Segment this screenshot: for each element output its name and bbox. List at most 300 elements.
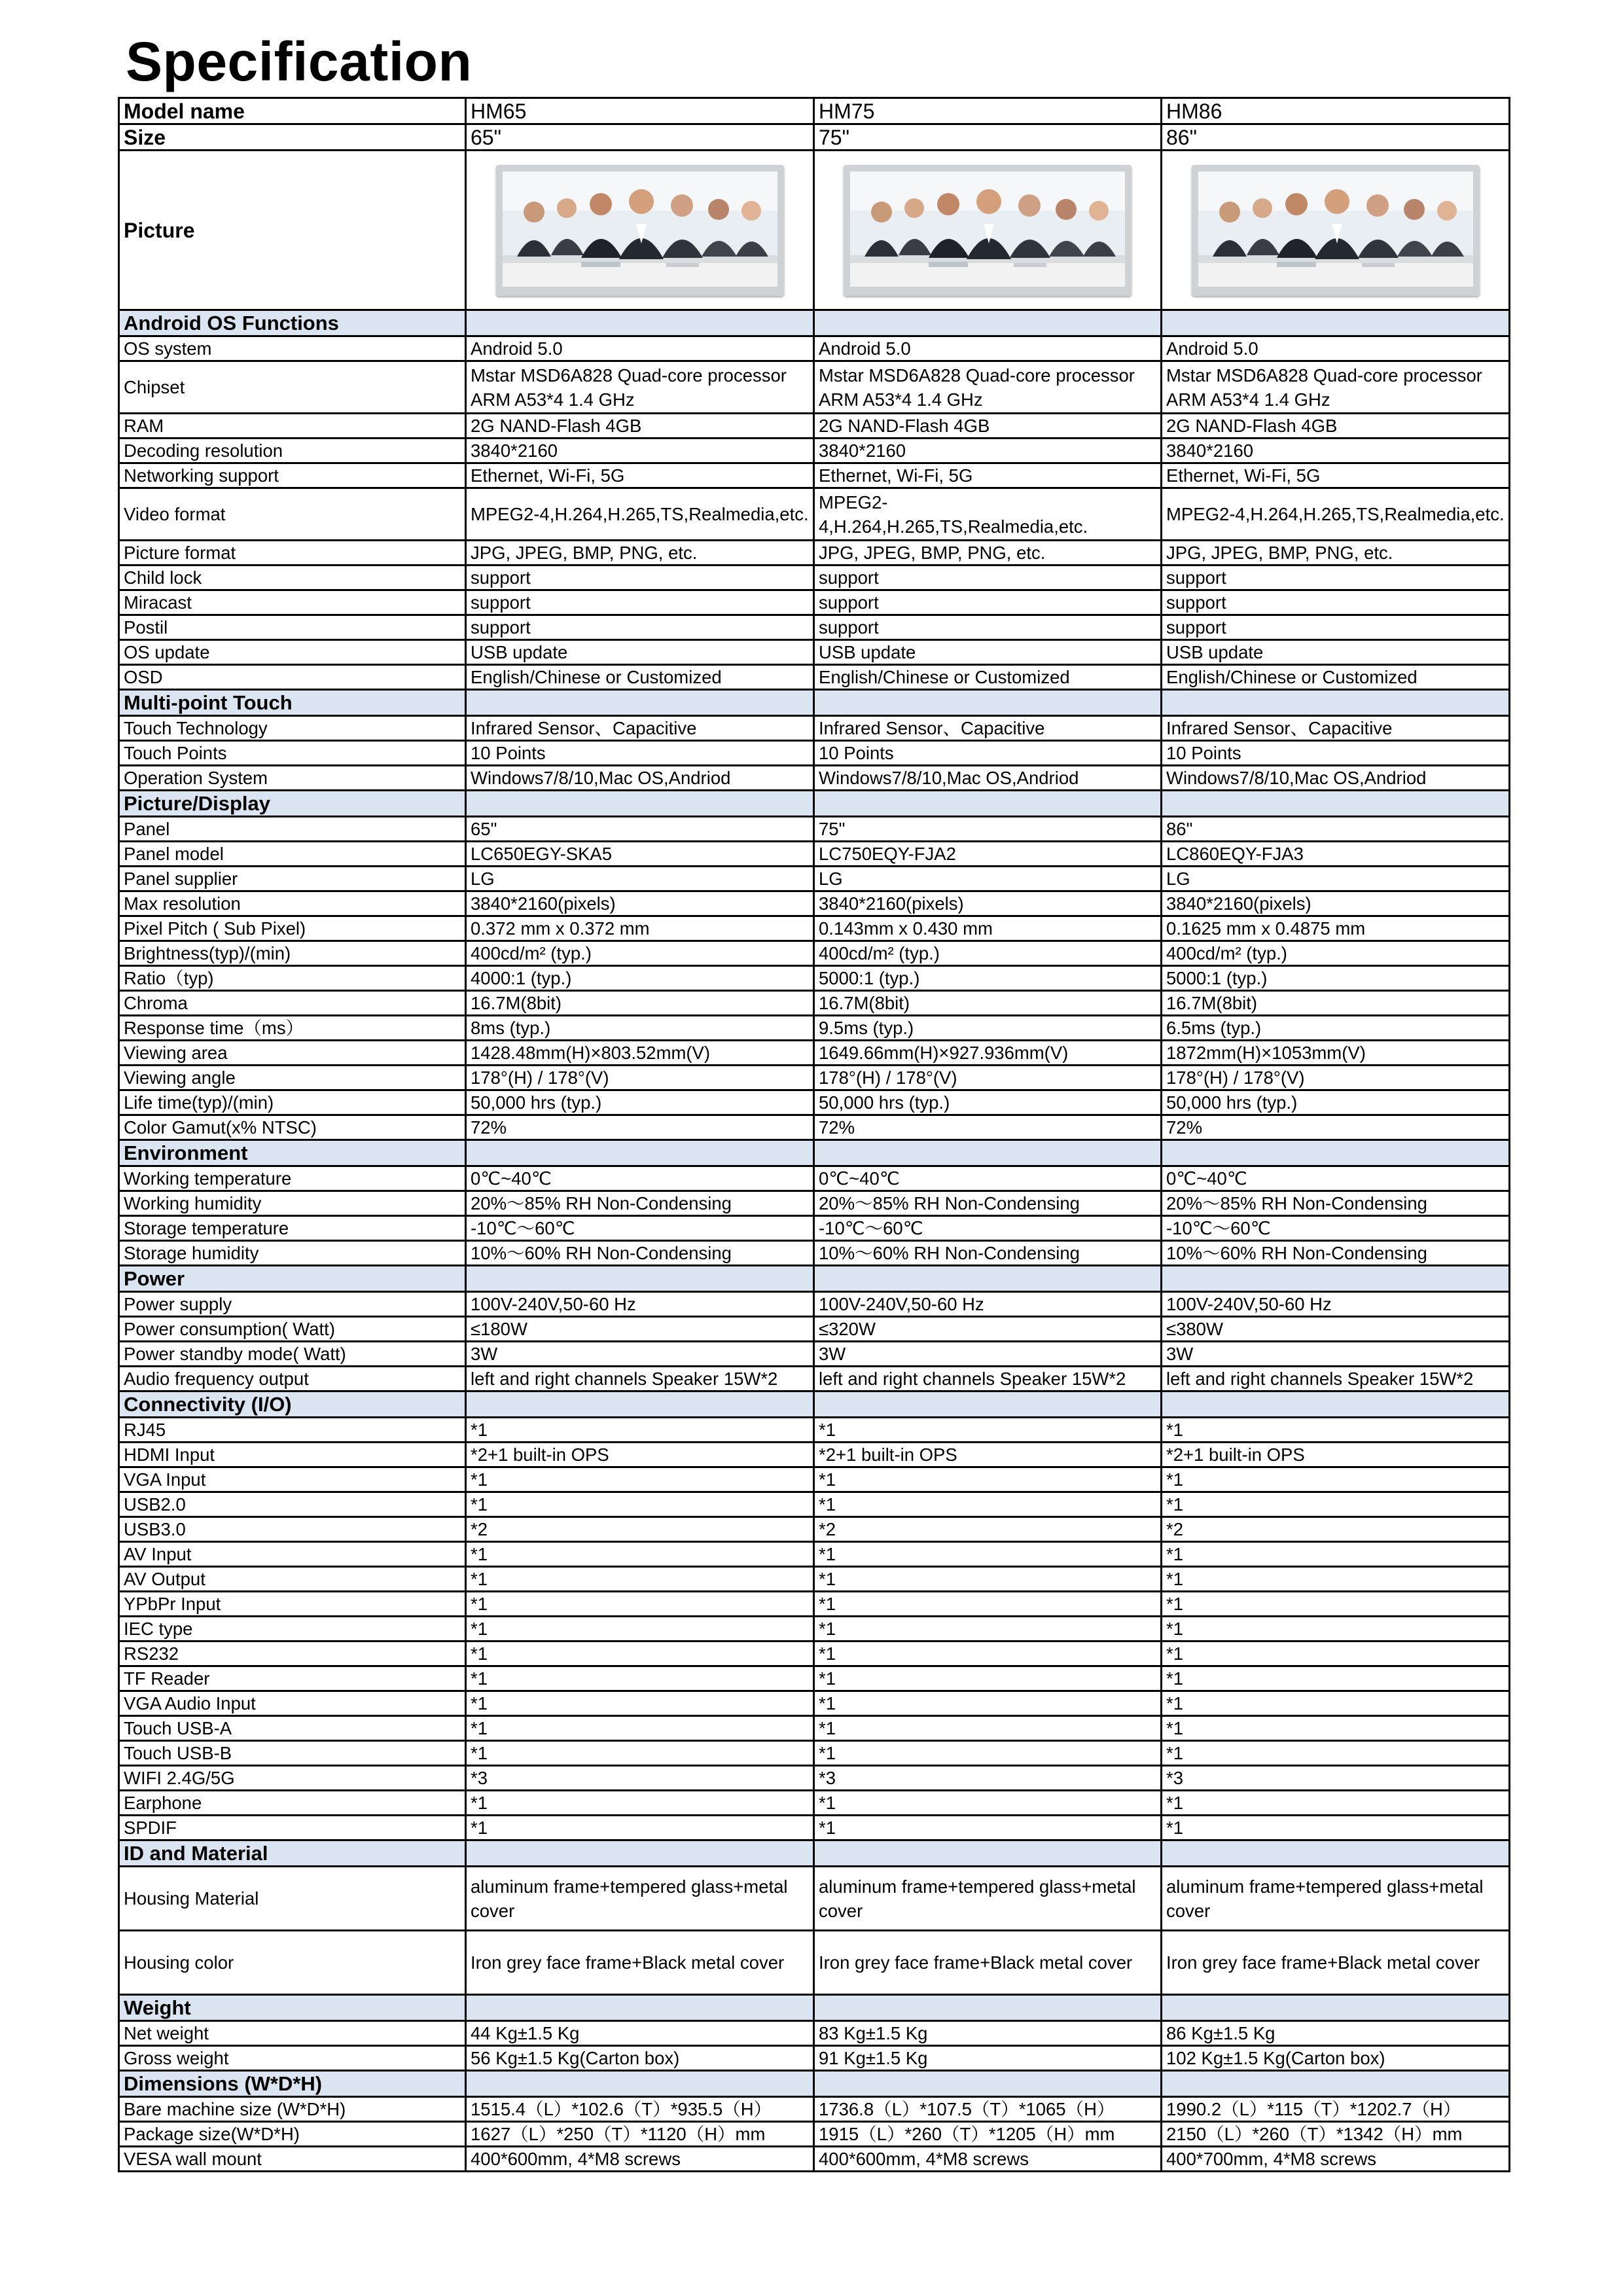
row-label: Picture format (119, 541, 466, 565)
value-cell: *1 (466, 1542, 814, 1567)
value-cell: ≤380W (1162, 1317, 1510, 1342)
section-blank-cell (1162, 1840, 1510, 1867)
row-label: Storage temperature (119, 1216, 466, 1241)
value-cell: JPG, JPEG, BMP, PNG, etc. (814, 541, 1162, 565)
value-cell: JPG, JPEG, BMP, PNG, etc. (466, 541, 814, 565)
value-cell: *1 (1162, 1791, 1510, 1816)
section-header-row (119, 2071, 1510, 2097)
value-cell: 0.372 mm x 0.372 mm (466, 916, 814, 941)
value-cell: 3840*2160 (1162, 439, 1510, 463)
product-image (844, 165, 1132, 296)
value-cell: JPG, JPEG, BMP, PNG, etc. (1162, 541, 1510, 565)
section-title: Android OS Functions (119, 310, 466, 336)
table-row (119, 1931, 1510, 1995)
value-cell: 1736.8（L）*107.5（T）*1065（H） (814, 2097, 1162, 2122)
value-cell: *1 (466, 1691, 814, 1716)
section-header-row (119, 1391, 1510, 1418)
value-cell: 1990.2（L）*115（T）*1202.7（H） (1162, 2097, 1510, 2122)
value-cell: 86" (1162, 817, 1510, 842)
section-blank-cell (466, 2071, 814, 2097)
value-cell: MPEG2-4,H.264,H.265,TS,Realmedia,etc. (814, 488, 1162, 541)
row-label: Postil (119, 615, 466, 640)
value-cell: 102 Kg±1.5 Kg(Carton box) (1162, 2046, 1510, 2071)
table-row (119, 1166, 1510, 1191)
section-blank-cell (814, 791, 1162, 817)
value-cell: 65" (466, 124, 814, 151)
section-blank-cell (466, 1140, 814, 1166)
table-row (119, 1741, 1510, 1766)
row-label: Power standby mode( Watt) (119, 1342, 466, 1367)
value-cell: 8ms (typ.) (466, 1016, 814, 1041)
row-label: Package size(W*D*H) (119, 2122, 466, 2147)
table-row (119, 867, 1510, 891)
value-cell: *1 (466, 1617, 814, 1641)
value-cell: Ethernet, Wi-Fi, 5G (814, 463, 1162, 488)
value-cell: Iron grey face frame+Black metal cover (466, 1931, 814, 1995)
value-cell: 65" (466, 817, 814, 842)
value-cell: 1872mm(H)×1053mm(V) (1162, 1041, 1510, 1066)
value-cell: 10 Points (466, 741, 814, 766)
table-row (119, 842, 1510, 867)
value-cell: 16.7M(8bit) (466, 991, 814, 1016)
value-cell: 10%～60% RH Non-Condensing (1162, 1241, 1510, 1266)
table-row (119, 98, 1510, 124)
section-blank-cell (466, 690, 814, 716)
table-row (119, 665, 1510, 690)
table-row (119, 1216, 1510, 1241)
section-header-row (119, 690, 1510, 716)
conference-photo-image (1198, 171, 1473, 287)
table-row (119, 1492, 1510, 1517)
value-cell: *2+1 built-in OPS (814, 1443, 1162, 1467)
value-cell: *1 (1162, 1691, 1510, 1716)
row-label: HDMI Input (119, 1443, 466, 1467)
value-cell: *1 (814, 1467, 1162, 1492)
row-label: RJ45 (119, 1418, 466, 1443)
row-label: Ratio（typ) (119, 966, 466, 991)
table-row (119, 1716, 1510, 1741)
section-title: Picture/Display (119, 791, 466, 817)
value-cell: 1649.66mm(H)×927.936mm(V) (814, 1041, 1162, 1066)
value-cell: 72% (466, 1115, 814, 1140)
row-label: Video format (119, 488, 466, 541)
row-label: SPDIF (119, 1816, 466, 1840)
value-cell: Mstar MSD6A828 Quad-core processor ARM A53*4 1.4 GHz (814, 361, 1162, 414)
value-cell: *2 (814, 1517, 1162, 1542)
table-row (119, 615, 1510, 640)
row-label: Gross weight (119, 2046, 466, 2071)
table-row (119, 1115, 1510, 1140)
table-row (119, 916, 1510, 941)
section-blank-cell (466, 791, 814, 817)
value-cell: LC860EQY-FJA3 (1162, 842, 1510, 867)
section-title: Power (119, 1266, 466, 1292)
value-cell: *1 (1162, 1666, 1510, 1691)
table-row (119, 1292, 1510, 1317)
value-cell: LC650EGY-SKA5 (466, 842, 814, 867)
value-cell: *1 (466, 1592, 814, 1617)
row-label: Storage humidity (119, 1241, 466, 1266)
table-row (119, 741, 1510, 766)
table-row (119, 640, 1510, 665)
row-label: OS system (119, 336, 466, 361)
value-cell: 400*700mm, 4*M8 screws (1162, 2147, 1510, 2172)
value-cell: 178°(H) / 178°(V) (1162, 1066, 1510, 1090)
value-cell: Android 5.0 (814, 336, 1162, 361)
section-blank-cell (466, 1840, 814, 1867)
section-blank-cell (814, 690, 1162, 716)
value-cell: Windows7/8/10,Mac OS,Andriod (814, 766, 1162, 791)
value-cell: 2150（L）*260（T）*1342（H）mm (1162, 2122, 1510, 2147)
value-cell: Infrared Sensor、Capacitive (814, 716, 1162, 741)
section-blank-cell (1162, 310, 1510, 336)
table-row (119, 1090, 1510, 1115)
value-cell: Mstar MSD6A828 Quad-core processor ARM A53*4 1.4 GHz (466, 361, 814, 414)
row-label: Child lock (119, 565, 466, 590)
value-cell: support (814, 590, 1162, 615)
row-label: RAM (119, 414, 466, 439)
specification-table (118, 97, 1510, 2172)
value-cell: Android 5.0 (466, 336, 814, 361)
section-blank-cell (814, 1840, 1162, 1867)
value-cell: *1 (466, 1418, 814, 1443)
row-label: Viewing area (119, 1041, 466, 1066)
row-label: Touch Points (119, 741, 466, 766)
table-row (119, 991, 1510, 1016)
value-cell: 83 Kg±1.5 Kg (814, 2021, 1162, 2046)
table-row (119, 463, 1510, 488)
value-cell: support (814, 565, 1162, 590)
value-cell: 0℃~40℃ (466, 1166, 814, 1191)
value-cell: 10 Points (814, 741, 1162, 766)
value-cell: support (466, 590, 814, 615)
row-label: AV Output (119, 1567, 466, 1592)
value-cell: support (1162, 590, 1510, 615)
table-row (119, 488, 1510, 541)
value-cell: Infrared Sensor、Capacitive (1162, 716, 1510, 741)
row-label: Pixel Pitch ( Sub Pixel) (119, 916, 466, 941)
row-label: Networking support (119, 463, 466, 488)
value-cell: 0℃~40℃ (1162, 1166, 1510, 1191)
row-label: Decoding resolution (119, 439, 466, 463)
section-blank-cell (814, 1391, 1162, 1418)
value-cell: Iron grey face frame+Black metal cover (814, 1931, 1162, 1995)
value-cell: *1 (1162, 1741, 1510, 1766)
table-row (119, 1617, 1510, 1641)
value-cell: left and right channels Speaker 15W*2 (1162, 1367, 1510, 1391)
value-cell: left and right channels Speaker 15W*2 (466, 1367, 814, 1391)
value-cell: 50,000 hrs (typ.) (814, 1090, 1162, 1115)
value-cell: *1 (814, 1666, 1162, 1691)
value-cell: 10 Points (1162, 741, 1510, 766)
row-label: USB2.0 (119, 1492, 466, 1517)
section-title: ID and Material (119, 1840, 466, 1867)
value-cell: 3840*2160 (814, 439, 1162, 463)
table-row (119, 2122, 1510, 2147)
value-cell: 0℃~40℃ (814, 1166, 1162, 1191)
value-cell: MPEG2-4,H.264,H.265,TS,Realmedia,etc. (1162, 488, 1510, 541)
value-cell: English/Chinese or Customized (466, 665, 814, 690)
table-row (119, 1367, 1510, 1391)
value-cell: 16.7M(8bit) (814, 991, 1162, 1016)
value-cell: *3 (466, 1766, 814, 1791)
section-title: Connectivity (I/O) (119, 1391, 466, 1418)
value-cell: Ethernet, Wi-Fi, 5G (1162, 463, 1510, 488)
row-label: Life time(typ)/(min) (119, 1090, 466, 1115)
row-label: Housing Material (119, 1867, 466, 1931)
value-cell: 91 Kg±1.5 Kg (814, 2046, 1162, 2071)
conference-photo-image (503, 171, 777, 287)
section-blank-cell (814, 1140, 1162, 1166)
table-row (119, 590, 1510, 615)
value-cell: 3W (814, 1342, 1162, 1367)
row-label: VESA wall mount (119, 2147, 466, 2172)
value-cell: *1 (1162, 1418, 1510, 1443)
value-cell: 400*600mm, 4*M8 screws (814, 2147, 1162, 2172)
table-row (119, 1418, 1510, 1443)
value-cell: 75" (814, 817, 1162, 842)
value-cell: MPEG2-4,H.264,H.265,TS,Realmedia,etc. (466, 488, 814, 541)
value-cell: 20%～85% RH Non-Condensing (1162, 1191, 1510, 1216)
value-cell: 3840*2160(pixels) (814, 891, 1162, 916)
table-row (119, 1241, 1510, 1266)
table-row (119, 1066, 1510, 1090)
table-row (119, 1443, 1510, 1467)
value-cell: 3840*2160(pixels) (1162, 891, 1510, 916)
section-blank-cell (1162, 1266, 1510, 1292)
row-label: Miracast (119, 590, 466, 615)
row-label: Panel (119, 817, 466, 842)
section-blank-cell (1162, 1391, 1510, 1418)
value-cell: 1627（L）*250（T）*1120（H）mm (466, 2122, 814, 2147)
table-row (119, 1467, 1510, 1492)
value-cell: 44 Kg±1.5 Kg (466, 2021, 814, 2046)
value-cell: 400*600mm, 4*M8 screws (466, 2147, 814, 2172)
value-cell: Iron grey face frame+Black metal cover (1162, 1931, 1510, 1995)
value-cell: *1 (814, 1641, 1162, 1666)
table-row (119, 541, 1510, 565)
row-label: Panel model (119, 842, 466, 867)
value-cell: *1 (1162, 1716, 1510, 1741)
page-title: Specification (126, 31, 473, 92)
value-cell: support (814, 615, 1162, 640)
value-cell: Ethernet, Wi-Fi, 5G (466, 463, 814, 488)
table-row (119, 1567, 1510, 1592)
product-image (1192, 165, 1480, 296)
row-label: Chroma (119, 991, 466, 1016)
row-label: Working temperature (119, 1166, 466, 1191)
value-cell: HM75 (814, 98, 1162, 124)
value-cell: 50,000 hrs (typ.) (1162, 1090, 1510, 1115)
table-row (119, 716, 1510, 741)
row-label: Color Gamut(x% NTSC) (119, 1115, 466, 1140)
value-cell: 100V-240V,50-60 Hz (1162, 1292, 1510, 1317)
value-cell: 20%～85% RH Non-Condensing (466, 1191, 814, 1216)
picture-cell (1162, 151, 1510, 310)
value-cell: USB update (1162, 640, 1510, 665)
value-cell: *2 (1162, 1517, 1510, 1542)
value-cell: USB update (466, 640, 814, 665)
row-label: Audio frequency output (119, 1367, 466, 1391)
value-cell: support (1162, 565, 1510, 590)
value-cell: aluminum frame+tempered glass+metal cover (1162, 1867, 1510, 1931)
row-label: YPbPr Input (119, 1592, 466, 1617)
row-label: Chipset (119, 361, 466, 414)
value-cell: 86" (1162, 124, 1510, 151)
value-cell: 72% (814, 1115, 1162, 1140)
value-cell: 75" (814, 124, 1162, 151)
section-title: Dimensions (W*D*H) (119, 2071, 466, 2097)
row-label: Viewing angle (119, 1066, 466, 1090)
value-cell: *1 (814, 1617, 1162, 1641)
value-cell: *1 (1162, 1492, 1510, 1517)
row-label: VGA Input (119, 1467, 466, 1492)
section-blank-cell (466, 1995, 814, 2021)
row-label: OSD (119, 665, 466, 690)
value-cell: support (466, 565, 814, 590)
value-cell: *1 (814, 1592, 1162, 1617)
value-cell: *1 (1162, 1641, 1510, 1666)
table-row (119, 1816, 1510, 1840)
section-title: Weight (119, 1995, 466, 2021)
value-cell: 0.1625 mm x 0.4875 mm (1162, 916, 1510, 941)
value-cell: Infrared Sensor、Capacitive (466, 716, 814, 741)
table-row (119, 124, 1510, 151)
value-cell: *1 (466, 1467, 814, 1492)
section-blank-cell (466, 1391, 814, 1418)
value-cell: 100V-240V,50-60 Hz (814, 1292, 1162, 1317)
value-cell: ≤320W (814, 1317, 1162, 1342)
value-cell: aluminum frame+tempered glass+metal cover (466, 1867, 814, 1931)
row-label: Max resolution (119, 891, 466, 916)
product-image (496, 165, 784, 296)
value-cell: USB update (814, 640, 1162, 665)
value-cell: 50,000 hrs (typ.) (466, 1090, 814, 1115)
value-cell: ≤180W (466, 1317, 814, 1342)
table-row (119, 1691, 1510, 1716)
value-cell: 2G NAND-Flash 4GB (814, 414, 1162, 439)
value-cell: support (1162, 615, 1510, 640)
value-cell: *2 (466, 1517, 814, 1542)
section-title: Multi-point Touch (119, 690, 466, 716)
row-label: Earphone (119, 1791, 466, 1816)
value-cell: Mstar MSD6A828 Quad-core processor ARM A53*4 1.4 GHz (1162, 361, 1510, 414)
value-cell: *2+1 built-in OPS (1162, 1443, 1510, 1467)
table-row (119, 1766, 1510, 1791)
table-row (119, 1867, 1510, 1931)
value-cell: *1 (814, 1567, 1162, 1592)
value-cell: English/Chinese or Customized (814, 665, 1162, 690)
value-cell: *1 (1162, 1542, 1510, 1567)
value-cell: 178°(H) / 178°(V) (814, 1066, 1162, 1090)
value-cell: 4000:1 (typ.) (466, 966, 814, 991)
section-blank-cell (466, 310, 814, 336)
value-cell: -10℃～60℃ (1162, 1216, 1510, 1241)
row-label: USB3.0 (119, 1517, 466, 1542)
conference-photo-image (850, 171, 1125, 287)
value-cell: HM86 (1162, 98, 1510, 124)
value-cell: 10%～60% RH Non-Condensing (466, 1241, 814, 1266)
value-cell: 0.143mm x 0.430 mm (814, 916, 1162, 941)
value-cell: Android 5.0 (1162, 336, 1510, 361)
value-cell: 2G NAND-Flash 4GB (466, 414, 814, 439)
row-label: Housing color (119, 1931, 466, 1995)
row-label: Touch Technology (119, 716, 466, 741)
value-cell: 86 Kg±1.5 Kg (1162, 2021, 1510, 2046)
table-row (119, 766, 1510, 791)
value-cell: *1 (814, 1418, 1162, 1443)
section-header-row (119, 1995, 1510, 2021)
table-row (119, 2097, 1510, 2122)
value-cell: *1 (466, 1492, 814, 1517)
table-row (119, 1791, 1510, 1816)
section-blank-cell (814, 1995, 1162, 2021)
value-cell: *1 (1162, 1467, 1510, 1492)
value-cell: *1 (466, 1816, 814, 1840)
table-row (119, 1592, 1510, 1617)
value-cell: *1 (466, 1641, 814, 1666)
table-row (119, 336, 1510, 361)
table-row (119, 1517, 1510, 1542)
value-cell: LG (466, 867, 814, 891)
section-header-row (119, 1140, 1510, 1166)
value-cell: 400cd/m² (typ.) (466, 941, 814, 966)
value-cell: 400cd/m² (typ.) (814, 941, 1162, 966)
section-header-row (119, 1266, 1510, 1292)
section-blank-cell (1162, 791, 1510, 817)
table-row (119, 1542, 1510, 1567)
table-row (119, 966, 1510, 991)
row-label: OS update (119, 640, 466, 665)
table-row (119, 941, 1510, 966)
value-cell: support (466, 615, 814, 640)
row-label: Panel supplier (119, 867, 466, 891)
value-cell: aluminum frame+tempered glass+metal cover (814, 1867, 1162, 1931)
table-row (119, 1666, 1510, 1691)
value-cell: *1 (814, 1542, 1162, 1567)
row-label: Net weight (119, 2021, 466, 2046)
value-cell: English/Chinese or Customized (1162, 665, 1510, 690)
section-blank-cell (1162, 1140, 1510, 1166)
table-row (119, 414, 1510, 439)
section-title: Environment (119, 1140, 466, 1166)
row-label: Touch USB-A (119, 1716, 466, 1741)
value-cell: 5000:1 (typ.) (1162, 966, 1510, 991)
value-cell: Windows7/8/10,Mac OS,Andriod (466, 766, 814, 791)
table-row (119, 2046, 1510, 2071)
row-label: Power consumption( Watt) (119, 1317, 466, 1342)
row-label: VGA Audio Input (119, 1691, 466, 1716)
value-cell: Windows7/8/10,Mac OS,Andriod (1162, 766, 1510, 791)
value-cell: *1 (1162, 1617, 1510, 1641)
section-header-row (119, 1840, 1510, 1867)
row-label: Model name (119, 98, 466, 124)
value-cell: HM65 (466, 98, 814, 124)
row-label: Brightness(typ)/(min) (119, 941, 466, 966)
value-cell: 56 Kg±1.5 Kg(Carton box) (466, 2046, 814, 2071)
value-cell: *1 (466, 1716, 814, 1741)
value-cell: LG (1162, 867, 1510, 891)
value-cell: *1 (814, 1716, 1162, 1741)
value-cell: *1 (814, 1492, 1162, 1517)
value-cell: 10%～60% RH Non-Condensing (814, 1241, 1162, 1266)
table-row (119, 565, 1510, 590)
value-cell: 100V-240V,50-60 Hz (466, 1292, 814, 1317)
value-cell: *3 (1162, 1766, 1510, 1791)
row-label: Touch USB-B (119, 1741, 466, 1766)
table-row (119, 151, 1510, 310)
row-label: Working humidity (119, 1191, 466, 1216)
